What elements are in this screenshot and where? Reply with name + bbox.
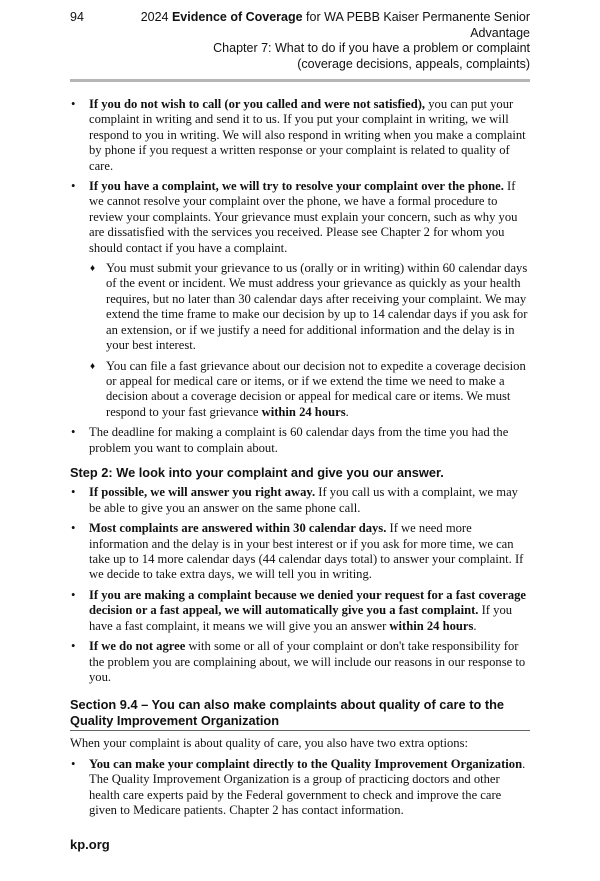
bullet-text: If you have a fast complaint, it means we will give you an answer — [89, 603, 513, 633]
list-item — [70, 521, 530, 583]
title-bold: Evidence of Coverage — [171, 10, 303, 24]
sub-bullet-text: You can file a fast grievance about our decision not to expedite a coverage decision or appeal for medical care or items, or if we extend the time we need to make a decision about a coverage decision or appeal for medical care or items. We must respond to your fast grievance — [106, 358, 526, 419]
sub-list-item — [70, 359, 530, 421]
bullet-lead: You can make your complaint directly to the Quality Improvement Organization — [89, 756, 523, 771]
bullet-text: . The Quality Improvement Organization is a group of practicing doctors and other health care experts paid by the Federal government to check and improve the care given to Medicare patients. Chapter 2 has contact information. — [89, 756, 526, 817]
page-header — [70, 10, 530, 72]
bullet-text: If we need more information and the delay is in your best interest or if you ask for more time, we can take up to 14 more calendar days (44 calendar days total) to answer your complaint. If we decide to take extra days, we will tell you in writing. — [89, 521, 524, 582]
bullet-text: with some or all of your complaint or don't take responsibility for the problem you are complaining about, we will include our reasons in our response to you. — [89, 639, 526, 684]
chapter-subtitle: (coverage decisions, appeals, complaints) — [297, 56, 530, 71]
bullet-text: If we cannot resolve your complaint over the phone, we have a formal procedure to review your complaints. Your grievance must explain your concern, such as why you are dissatisfied with the services you received. Please see Chapter 2 for whom you should contact if you have a complaint. — [89, 179, 518, 255]
list-item — [70, 757, 530, 819]
page-number: 94 — [70, 10, 84, 24]
sub-list-item — [70, 261, 530, 353]
section-intro: When your complaint is about quality of care, you also have two extra options: — [70, 736, 469, 751]
bullet-lead: If you have a complaint, we will try to resolve your complaint over the phone. — [89, 179, 504, 194]
chapter-title: Chapter 7: What to do if you have a problem or complaint — [213, 41, 530, 55]
sub-bullet-text: You must submit your grievance to us (orally or in writing) within 60 calendar days of the event or incident. We must address your grievance as quickly as your health requires, but no later than 30 calendar days after receiving your complaint. We may extend the time frame to make our decision by up to 14 calendar days if you ask for an extension, or if we justify a need for additional information and the delay is in your best interest. — [106, 261, 528, 353]
section-heading: Section 9.4 – You can also make complaints about quality of care to the Quality Improvement Organization — [70, 697, 530, 731]
list-item — [70, 179, 530, 256]
bullet-lead: If you are making a complaint because we denied your request for a fast coverage decision or a fast appeal, we will automatically give you a fast complaint. — [89, 587, 527, 618]
list-item — [70, 588, 530, 634]
header-titles — [98, 10, 530, 72]
sub-bullet-bold: within 24 hours — [261, 404, 346, 419]
bullet-lead: If we do not agree — [89, 639, 186, 654]
sub-bullet-end: . — [345, 404, 349, 419]
bullet-bold: within 24 hours — [389, 618, 474, 633]
bullet-lead: If you do not wish to call (or you called and were not satisfied), — [89, 97, 426, 111]
bullet-end: . — [473, 618, 477, 633]
bullet-text: The deadline for making a complaint is 60 calendar days from the time you had the problem you want to complain about. — [89, 425, 509, 455]
list-item — [70, 639, 530, 685]
bullet-lead: If possible, we will answer you right away. — [89, 485, 316, 500]
bullet-text: you can put your complaint in writing and send it to us. If you put your complaint in writing, we will respond to you in writing. We will also respond in writing when you make a complaint by phone if you request a written response or your complaint is related to quality of care. — [89, 97, 526, 173]
list-item — [70, 425, 530, 456]
list-item — [70, 485, 530, 516]
bullet-text: If you call us with a complaint, we may be able to give you an answer on the same phone call. — [89, 485, 518, 515]
step2-heading: Step 2: We look into your complaint and give you our answer. — [70, 464, 444, 480]
header-divider — [70, 79, 530, 82]
list-item — [70, 97, 530, 174]
page-body — [70, 97, 530, 823]
title-year: 2024 — [140, 10, 172, 24]
title-suffix: for WA PEBB Kaiser Permanente Senior Advantage — [302, 10, 530, 40]
bullet-lead: Most complaints are answered within 30 calendar days. — [89, 521, 387, 536]
footer-link[interactable]: kp.org — [70, 837, 110, 853]
document-title — [98, 10, 530, 41]
